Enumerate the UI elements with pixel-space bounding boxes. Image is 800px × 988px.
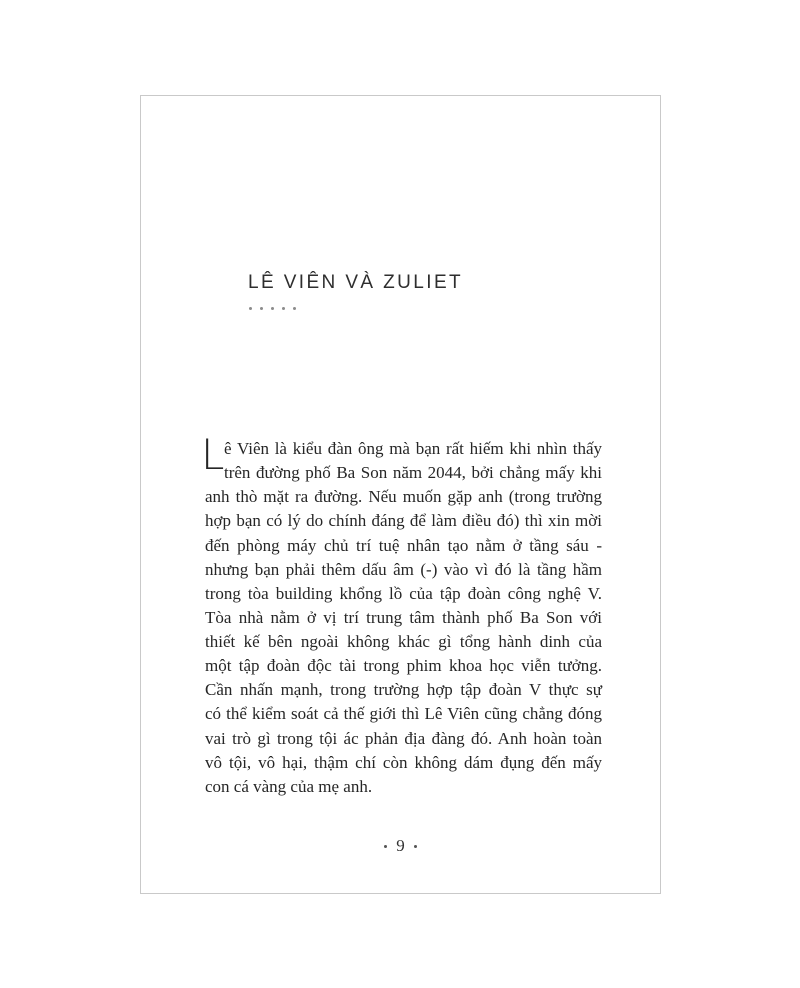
text-line: có thể kiểm soát cả thế giới thì Lê Viên cũng chẳng đóng bbox=[205, 704, 602, 724]
text-line: ê Viên là kiểu đàn ông mà bạn rất hiếm khi nhìn thấy bbox=[224, 439, 602, 458]
ornament-dot bbox=[293, 307, 296, 310]
text-line: nhưng bạn phải thêm dấu âm (-) vào vì đó là tầng hầm bbox=[205, 559, 602, 579]
text-line: vai trò gì trong tội ác phản địa đàng đó. Anh hoàn toàn bbox=[205, 728, 602, 748]
text-line: Cần nhấn mạnh, trong trường hợp tập đoàn V thực sự bbox=[205, 680, 602, 700]
book-page bbox=[140, 95, 661, 894]
body-paragraph bbox=[201, 430, 602, 799]
text-line: vô tội, vô hại, thậm chí còn không dám đụng đến mấy bbox=[205, 752, 602, 772]
text-line: trong tòa building khổng lồ của tập đoàn công nghệ V. bbox=[205, 583, 602, 603]
text-line: một tập đoàn độc tài trong phim khoa học viễn tưởng. bbox=[205, 656, 602, 676]
ornament-dot bbox=[271, 307, 274, 310]
ornament-dot bbox=[282, 307, 285, 310]
ornament-dot bbox=[249, 307, 252, 310]
page-number: 9 bbox=[396, 836, 405, 855]
page-number-dot bbox=[384, 845, 387, 848]
page-number-dot bbox=[414, 845, 417, 848]
title-ornament bbox=[249, 307, 296, 310]
text-line: anh thò mặt ra đường. Nếu muốn gặp anh (trong trường bbox=[205, 487, 602, 507]
text-line: trên đường phố Ba Son năm 2044, bởi chẳng mấy khi bbox=[224, 463, 602, 483]
page-number-footer bbox=[141, 836, 660, 856]
text-line: Tòa nhà nằm ở vị trí trung tâm thành phố Ba Son với bbox=[205, 607, 602, 627]
ornament-dot bbox=[260, 307, 263, 310]
chapter-title: LÊ VIÊN VÀ ZULIET bbox=[248, 272, 464, 293]
text-line: con cá vàng của mẹ anh. bbox=[205, 776, 373, 796]
text-line: đến phòng máy chủ trí tuệ nhân tạo nằm ở tầng sáu - bbox=[205, 535, 602, 555]
text-line: thiết kế bên ngoài không khác gì tổng hành dinh của bbox=[205, 632, 602, 651]
text-line: hợp bạn có lý do chính đáng để làm điều đó) thì xin mời bbox=[205, 511, 602, 531]
drop-cap: L bbox=[201, 430, 225, 479]
